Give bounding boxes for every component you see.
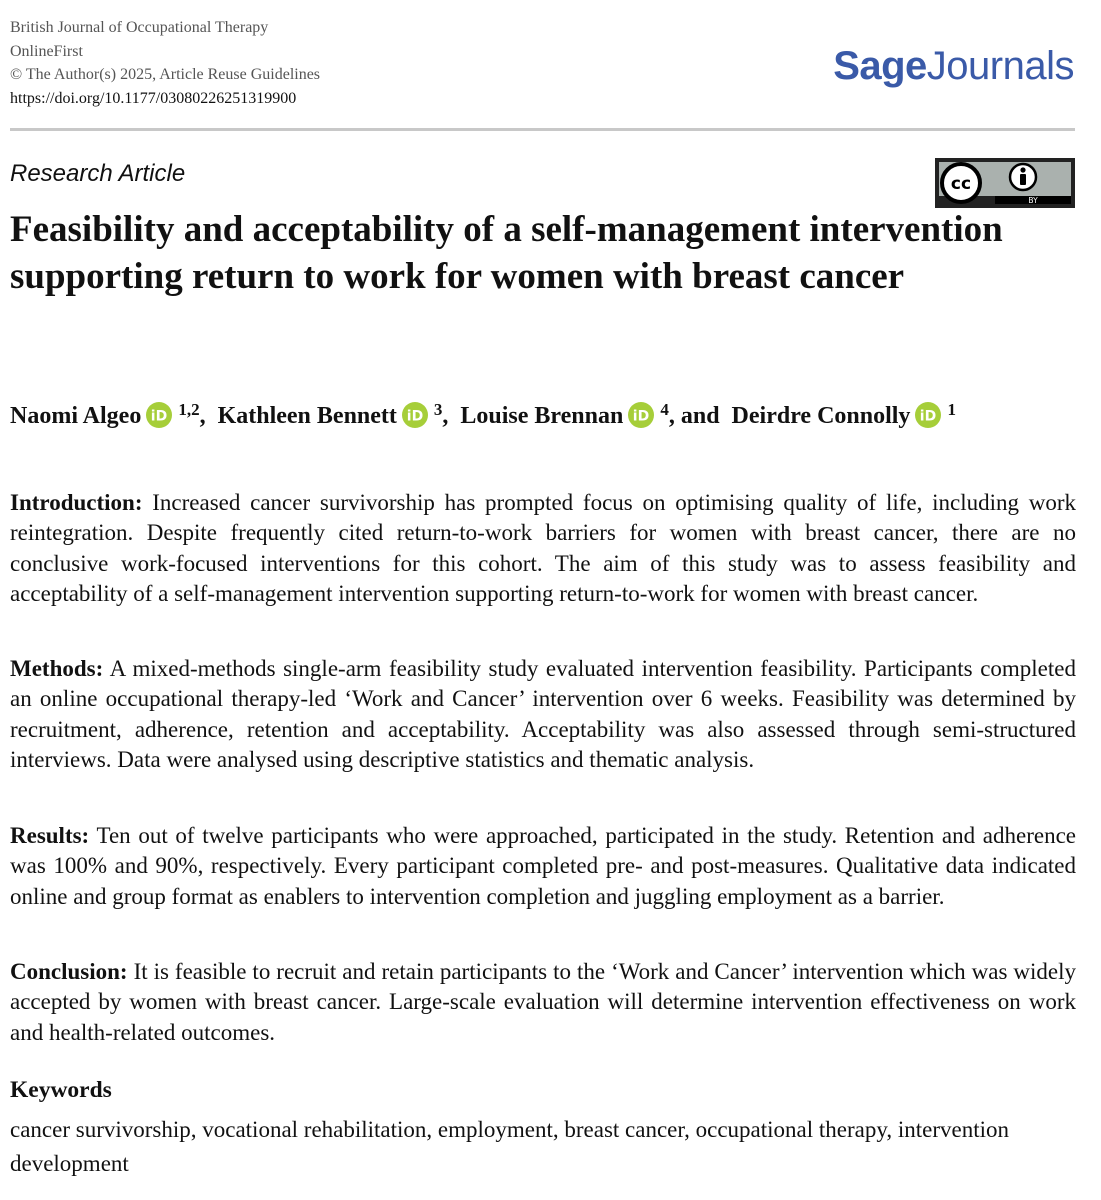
- orcid-icon[interactable]: [628, 402, 654, 428]
- article-title: Feasibility and acceptability of a self-management intervention supporting return to work for women with breast cancer: [10, 209, 1003, 297]
- author-name[interactable]: Naomi Algeo: [10, 403, 142, 429]
- article-type: Research Article: [10, 160, 186, 187]
- abstract-text: It is feasible to recruit and retain participants to the ‘Work and Cancer’ intervention which was widely accepted by women with breast cancer. Large-scale evaluation will determine intervention effectiveness on work and health-related outcomes.: [10, 959, 1076, 1045]
- author-affiliation: 3: [433, 400, 443, 419]
- author-name[interactable]: Kathleen Bennett: [217, 403, 397, 429]
- abstract-label: Results:: [10, 823, 90, 848]
- copyright-line[interactable]: © The Author(s) 2025, Article Reuse Guidelines: [10, 66, 321, 83]
- cc-by-license-badge[interactable]: [935, 158, 1075, 208]
- svg-text:iD: iD: [920, 408, 937, 425]
- abstract-conclusion: [10, 957, 1076, 1048]
- author-affiliation: 1: [947, 400, 956, 419]
- keywords-list: cancer survivorship, vocational rehabilitation, employment, breast cancer, occupational therapy, intervention development: [10, 1117, 1009, 1176]
- orcid-icon[interactable]: [402, 402, 428, 428]
- author-list: [10, 400, 1090, 430]
- by-person-icon: [1010, 164, 1036, 190]
- header-divider: [10, 128, 1075, 131]
- abstract-label: Introduction:: [10, 490, 143, 515]
- author-separator: ,: [442, 403, 455, 429]
- abstract-label: Methods:: [10, 656, 104, 681]
- by-label: BY: [1028, 196, 1038, 205]
- abstract-text: Increased cancer survivorship has prompted focus on optimising quality of life, including work reintegration. Despite frequently cited return-to-work barriers for women with breast cancer, there are no conclusive work-focused interventions for this cohort. The aim of this study was to assess feasibility and acceptability of a self-management intervention supporting return-to-work for women with breast cancer.: [10, 490, 1077, 607]
- abstract-methods: [10, 654, 1076, 776]
- abstract-results: [10, 821, 1076, 912]
- author-separator: ,: [199, 403, 212, 429]
- journal-name[interactable]: British Journal of Occupational Therapy: [10, 19, 269, 36]
- author-name[interactable]: Deirdre Connolly: [731, 403, 911, 429]
- orcid-icon[interactable]: [915, 402, 941, 428]
- svg-text:iD: iD: [151, 408, 168, 425]
- orcid-icon[interactable]: [146, 402, 172, 428]
- abstract-introduction: [10, 488, 1076, 610]
- author-name[interactable]: Louise Brennan: [460, 403, 624, 429]
- abstract-text: A mixed-methods single-arm feasibility study evaluated intervention feasibility. Participants completed an online occupational therapy-led ‘Work and Cancer’ intervention over 6 weeks. Feasibility was determined by recruitment, adherence, retention and acceptability. Acceptability was also assessed through semi-structured interviews. Data were analysed using descriptive statistics and thematic analysis.: [10, 656, 1076, 773]
- cc-icon: [942, 164, 980, 202]
- svg-text:iD: iD: [633, 408, 650, 425]
- author-affiliation: 1,2: [178, 400, 200, 419]
- abstract-label: Conclusion:: [10, 959, 128, 984]
- cc-label: cc: [950, 174, 972, 194]
- keywords-heading: Keywords: [10, 1077, 112, 1103]
- article-meta: [10, 16, 320, 110]
- doi-link[interactable]: https://doi.org/10.1177/03080226251319900: [10, 89, 297, 107]
- author-separator: , and: [668, 403, 726, 429]
- sage-journals-logo[interactable]: SageJournals: [833, 44, 1074, 88]
- abstract-text: Ten out of twelve participants who were approached, participated in the study. Retention and adherence was 100% and 90%, respectively. Every participant completed pre- and post-measures. Qualitative data indicated online and group format as enablers to intervention completion and juggling employment as a barrier.: [10, 823, 1076, 909]
- author-affiliation: 4: [660, 400, 669, 419]
- svg-text:iD: iD: [406, 408, 424, 425]
- online-status: OnlineFirst: [10, 42, 83, 60]
